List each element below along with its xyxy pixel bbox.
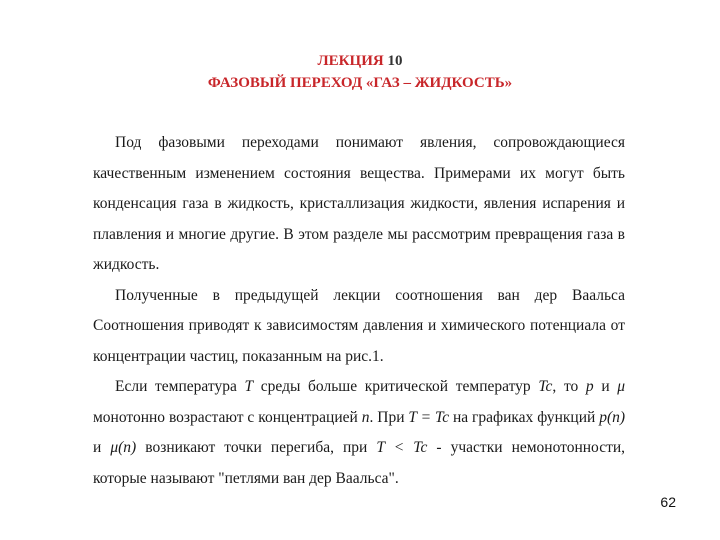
p3-text-6: . При: [369, 408, 405, 426]
math-mu: μ: [617, 378, 626, 395]
paragraph-1: Под фазовыми переходами понимают явления, сопровождающиеся качественным изменением состояния вещества. Примерами их могут быть конденсация газа в жидкость, кристаллизация жидкости, явления испарения и плавления и многие другие. В этом разделе мы рассмотрим превращения газа в жидкость.: [93, 134, 625, 273]
p3-text-2: среды больше критической температур: [260, 378, 531, 395]
paragraph-2: Полученные в предыдущей лекции соотношения ван дер Ваальса Соотношения приводят к зависимостям давления и химического потенциала от концентрации частиц, показанным на рис.1.: [93, 286, 625, 365]
math-n: n: [361, 408, 370, 426]
math-p-of-n: p(n): [599, 408, 626, 426]
p3-text-8: и: [93, 439, 102, 456]
lecture-heading: [0, 50, 720, 72]
p3-text-9: возникают точки перегиба, при: [145, 439, 368, 456]
lecture-number: 10: [387, 53, 403, 69]
math-Tc: Tc: [538, 378, 553, 395]
lecture-body: [93, 128, 625, 494]
lecture-title: [0, 50, 720, 94]
math-T-equals-Tc: T = Tc: [408, 408, 450, 426]
math-mu-of-n: μ(n): [110, 439, 137, 456]
math-p: p: [585, 378, 594, 395]
lecture-subtitle: ФАЗОВЫЙ ПЕРЕХОД «ГАЗ – ЖИДКОСТЬ»: [207, 75, 513, 91]
p3-text-1: Если температура: [115, 378, 237, 395]
math-T-less-Tc: T < Tc: [376, 439, 428, 456]
page-number: 62: [660, 494, 676, 510]
p3-text-7: на графиках функций: [452, 408, 596, 426]
p3-text-3: , то: [552, 378, 579, 395]
math-T: T: [244, 378, 254, 395]
lecture-word: ЛЕКЦИЯ: [317, 53, 384, 69]
paragraph-3: [93, 372, 625, 494]
p3-text-4: и: [601, 378, 610, 395]
p3-text-10: - участки немонотонности, которые называют "петлями ван дер Ваальса".: [93, 439, 626, 487]
p3-text-5: монотонно возрастают с концентрацией: [93, 408, 358, 426]
